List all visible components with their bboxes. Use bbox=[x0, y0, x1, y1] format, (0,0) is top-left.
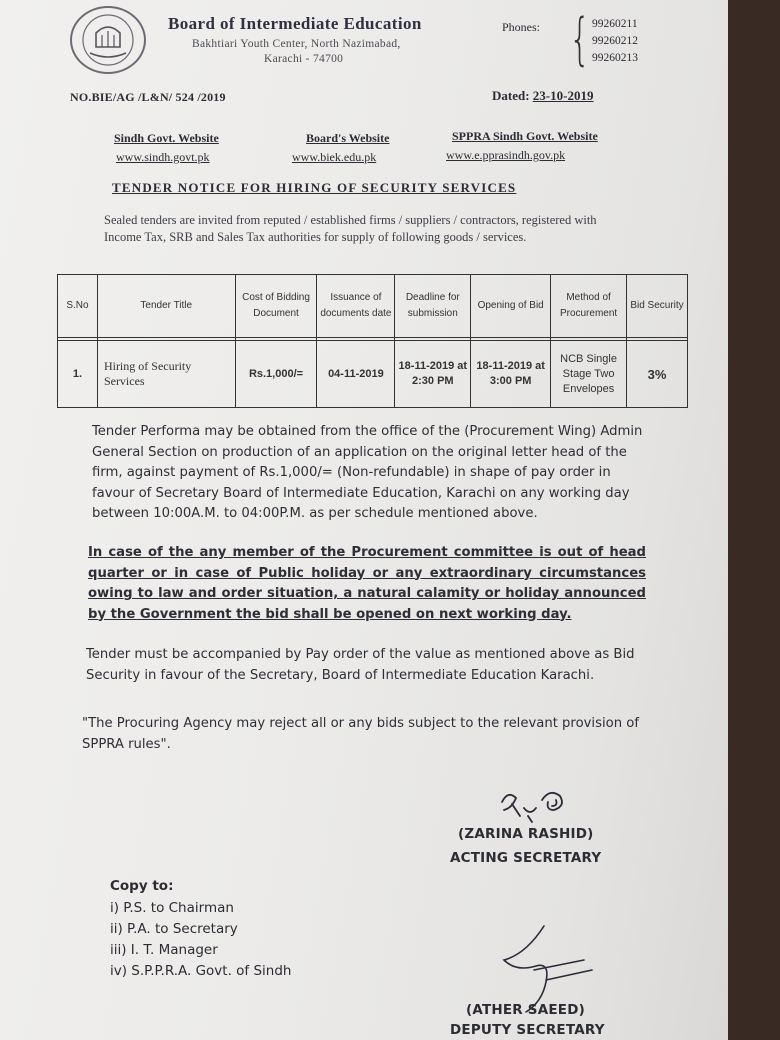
signatory-1-name: (ZARINA RASHID) bbox=[458, 826, 594, 842]
table-cell: 18-11-2019 at 2:30 PM bbox=[395, 341, 471, 408]
signature-image bbox=[494, 786, 576, 826]
table-header-row bbox=[58, 275, 688, 338]
table-row bbox=[58, 341, 688, 408]
dated-label: Dated: bbox=[492, 88, 530, 103]
tender-table bbox=[57, 274, 688, 408]
column-header: S.No bbox=[58, 275, 98, 338]
intro-paragraph: Sealed tenders are invited from reputed / established firms / suppliers / contractors, registered with Income Tax, SRB and Sales Tax authorities for supply of following goods / services. bbox=[104, 213, 597, 244]
column-header: Bid Security bbox=[627, 275, 688, 338]
brace-glyph: { bbox=[569, 7, 591, 72]
dated-value: 23-10-2019 bbox=[532, 88, 594, 103]
website-url[interactable]: www.sindh.govt.pk bbox=[116, 150, 210, 164]
column-header: Method of Procurement bbox=[551, 275, 627, 338]
phone-number: 99260211 bbox=[592, 18, 638, 30]
copy-to-heading: Copy to: bbox=[110, 878, 174, 894]
reference-number: NO.BIE/AG /L&N/ 524 /2019 bbox=[70, 90, 226, 104]
phones-label: Phones: bbox=[502, 20, 541, 34]
phone-number: 99260212 bbox=[592, 35, 638, 47]
copy-to-item: iii) I. T. Manager bbox=[110, 942, 218, 958]
signatory-1-title: ACTING SECRETARY bbox=[450, 850, 602, 866]
column-header: Opening of Bid bbox=[471, 275, 551, 338]
address-line-2: Karachi - 74700 bbox=[264, 53, 344, 65]
column-header: Issuance of documents date bbox=[317, 275, 395, 338]
address-line-1: Bakhtiari Youth Center, North Nazimabad, bbox=[192, 38, 401, 50]
table-cell: Rs.1,000/= bbox=[235, 341, 317, 408]
org-name: Board of Intermediate Education bbox=[168, 14, 422, 33]
website-title: Sindh Govt. Website bbox=[114, 131, 219, 145]
copy-to-item: iv) S.P.P.R.A. Govt. of Sindh bbox=[110, 963, 292, 979]
website-title: Board's Website bbox=[306, 131, 390, 145]
website-url[interactable]: www.e.pprasindh.gov.pk bbox=[446, 148, 566, 162]
website-url[interactable]: www.biek.edu.pk bbox=[292, 150, 377, 164]
column-header: Deadline for submission bbox=[395, 275, 471, 338]
notice-title: TENDER NOTICE FOR HIRING OF SECURITY SERVICES bbox=[112, 180, 517, 195]
copy-to-item: i) P.S. to Chairman bbox=[110, 900, 234, 916]
table-cell: 1. bbox=[58, 341, 98, 408]
column-header: Tender Title bbox=[97, 275, 235, 338]
copy-to-item: ii) P.A. to Secretary bbox=[110, 921, 238, 937]
paragraph-procurement-committee: In case of the any member of the Procurement committee is out of head quarter or in case of Public holiday or any extraordinary circumstances owing to law and order situation, a natural calamity or holiday announced by the Government the bid shall be opened on next working day. bbox=[88, 545, 646, 622]
board-logo bbox=[70, 6, 146, 74]
signatory-2-title: DEPUTY SECRETARY bbox=[450, 1022, 605, 1038]
dated bbox=[492, 88, 593, 104]
column-header: Cost of Bidding Document bbox=[235, 275, 317, 338]
table-cell: Hiring of Security Services bbox=[97, 341, 235, 408]
paragraph-procuring-agency: "The Procuring Agency may reject all or any bids subject to the relevant provision of SPPRA rules". bbox=[82, 716, 639, 752]
website-title: SPPRA Sindh Govt. Website bbox=[452, 129, 598, 143]
table-cell: NCB Single Stage Two Envelopes bbox=[551, 341, 627, 408]
table-cell: 3% bbox=[627, 341, 688, 408]
board-emblem-icon bbox=[78, 13, 138, 67]
paragraph-tender-performa: Tender Performa may be obtained from the office of the (Procurement Wing) Admin General Section on production of an application on the original letter head of the firm, against payment of Rs.1,000/= (Non-refundable) in shape of pay order in favour of Secretary Board of Intermediate Education, Karachi on any working day between 10:00A.M. to 04:00P.M. as per schedule mentioned above. bbox=[92, 424, 643, 521]
paragraph-bid-security: Tender must be accompanied by Pay order of the value as mentioned above as Bid Security in favour of the Secretary, Board of Intermediate Education Karachi. bbox=[86, 647, 635, 683]
phone-number: 99260213 bbox=[592, 52, 638, 64]
signatory-2-name: (ATHER SAEED) bbox=[466, 1002, 585, 1018]
table-cell: 04-11-2019 bbox=[317, 341, 395, 408]
table-cell: 18-11-2019 at 3:00 PM bbox=[471, 341, 551, 408]
